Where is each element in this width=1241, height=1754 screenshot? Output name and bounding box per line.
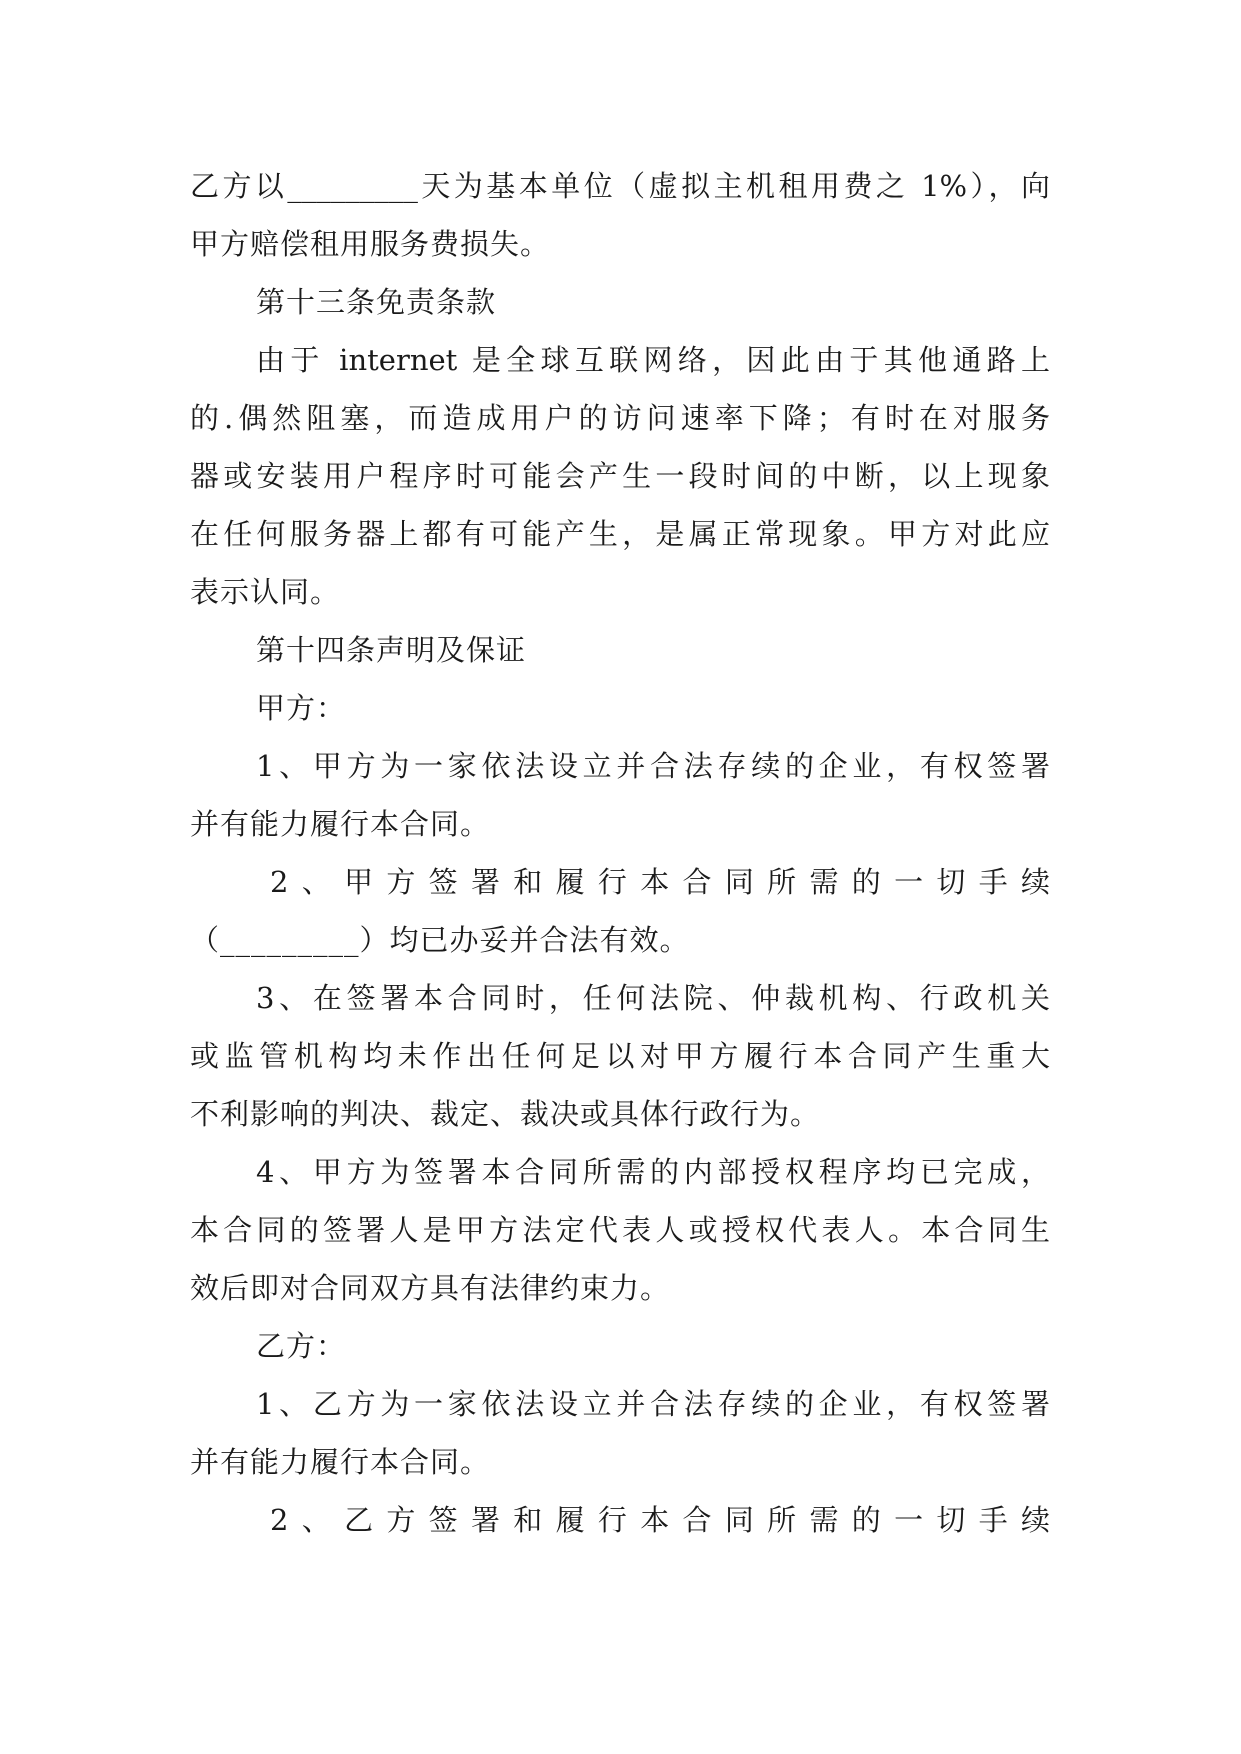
text-line: 并有能力履行本合同。 (190, 1445, 491, 1479)
text-line: 1、乙方为一家依法设立并合法存续的企业，有权签署 (256, 1387, 1050, 1421)
section-heading: 第十三条免责条款 (256, 285, 497, 319)
text-line: 表示认同。 (190, 575, 341, 609)
party-label: 甲方： (256, 691, 347, 725)
text-line: 2、乙方签署和履行本合同所需的一切手续 (270, 1503, 1050, 1537)
text-line: 甲方赔偿租用服务费损失。 (190, 227, 551, 261)
text-line: 本合同的签署人是甲方法定代表人或授权代表人。本合同生 (190, 1213, 1050, 1247)
section-heading: 第十四条声明及保证 (256, 633, 527, 667)
text-line: （_________）均已办妥并合法有效。 (190, 923, 690, 957)
text-line: 效后即对合同双方具有法律约束力。 (190, 1271, 671, 1305)
party-label: 乙方： (256, 1329, 347, 1363)
text-line: 乙方以_________天为基本单位（虚拟主机租用费之 1%），向 (190, 169, 1050, 203)
text-line: 不利影响的判决、裁定、裁决或具体行政行为。 (190, 1097, 821, 1131)
text-line: 并有能力履行本合同。 (190, 807, 491, 841)
text-line: 1、甲方为一家依法设立并合法存续的企业，有权签署 (256, 749, 1050, 783)
text-line: 3、在签署本合同时，任何法院、仲裁机构、行政机关 (256, 981, 1050, 1015)
text-line: 在任何服务器上都有可能产生，是属正常现象。甲方对此应 (190, 517, 1050, 551)
text-line: 或监管机构均未作出任何足以对甲方履行本合同产生重大 (190, 1039, 1050, 1073)
text-line: 2、甲方签署和履行本合同所需的一切手续 (270, 865, 1050, 899)
text-line: 器或安装用户程序时可能会产生一段时间的中断，以上现象 (190, 459, 1050, 493)
text-line: 的.偶然阻塞，而造成用户的访问速率下降；有时在对服务 (190, 401, 1050, 435)
text-line: 由于 internet 是全球互联网络，因此由于其他通路上 (256, 343, 1050, 377)
text-line: 4、甲方为签署本合同所需的内部授权程序均已完成， (256, 1155, 1050, 1189)
